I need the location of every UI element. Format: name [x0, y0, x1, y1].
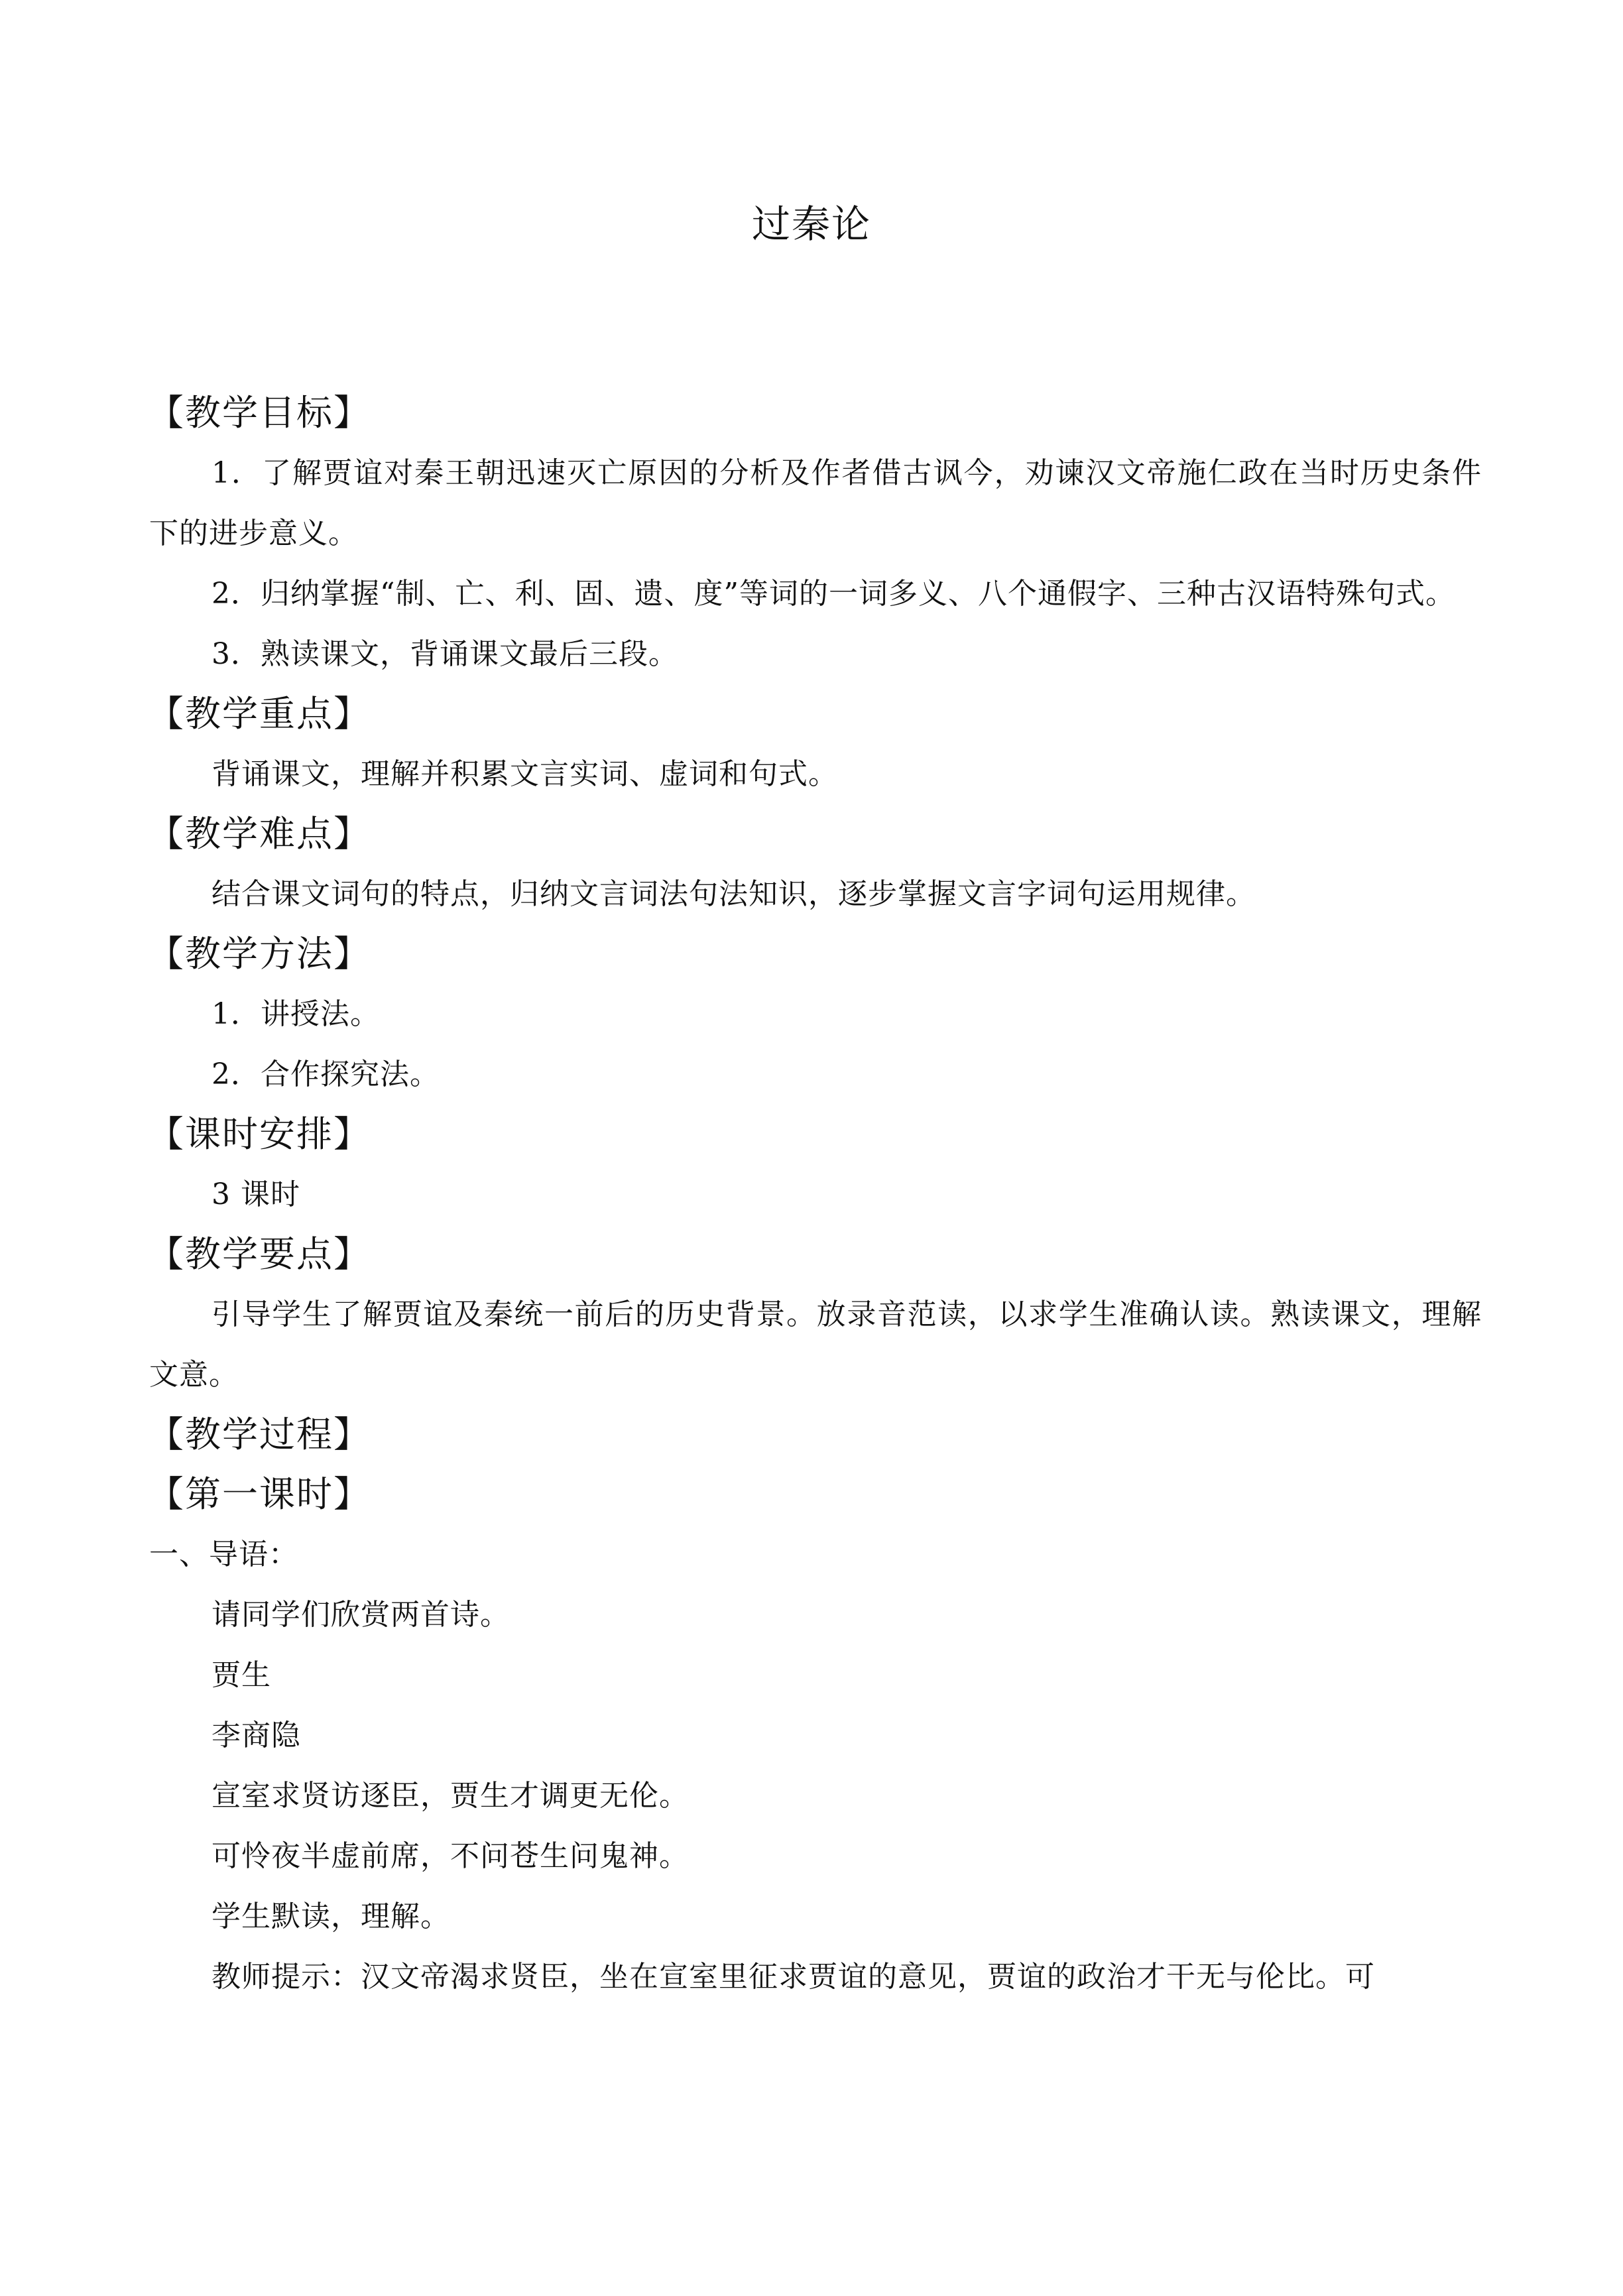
objective-item-1: 1．了解贾谊对秦王朝迅速灭亡原因的分析及作者借古讽今，劝谏汉文帝施仁政在当时历史条件下的进步意义。 — [149, 456, 1482, 550]
document-body — [149, 383, 1482, 2007]
method-item-2: 2．合作探究法。 — [211, 1057, 440, 1091]
section-heading-essentials: 【教学要点】 — [148, 1233, 371, 1275]
poem-title: 贾生 — [211, 1658, 271, 1692]
student-activity: 学生默读，理解。 — [211, 1900, 450, 1933]
difficulties-text: 结合课文词句的特点，归纳文言词法句法知识，逐步掌握文言字词句运用规律。 — [211, 877, 1256, 911]
objective-item-2: 2．归纳掌握“制、亡、利、固、遗、度”等词的一词多义、八个通假字、三种古汉语特殊句式。 — [211, 577, 1455, 611]
section-heading-schedule: 【课时安排】 — [148, 1113, 371, 1155]
intro-label: 一、导语： — [149, 1538, 298, 1571]
section-heading-objectives: 【教学目标】 — [148, 392, 371, 434]
intro-line-1: 请同学们欣赏两首诗。 — [211, 1598, 510, 1632]
poem-line-1: 宣室求贤访逐臣，贾生才调更无伦。 — [211, 1779, 689, 1813]
method-item-1: 1．讲授法。 — [211, 997, 380, 1031]
section-heading-methods: 【教学方法】 — [148, 933, 371, 975]
section-heading-key-points: 【教学重点】 — [148, 693, 371, 735]
schedule-text: 3 课时 — [211, 1178, 300, 1211]
document-title: 过秦论 — [751, 202, 871, 247]
objective-item-3: 3．熟读课文，背诵课文最后三段。 — [211, 637, 678, 671]
section-heading-difficulties: 【教学难点】 — [148, 813, 371, 855]
teacher-hint: 教师提示：汉文帝渴求贤臣，坐在宣室里征求贾谊的意见，贾谊的政治才干无与伦比。可 — [211, 1960, 1375, 1994]
poem-line-2: 可怜夜半虚前席，不问苍生问鬼神。 — [211, 1839, 689, 1873]
essentials-text: 引导学生了解贾谊及秦统一前后的历史背景。放录音范读，以求学生准确认读。熟读课文，理解文意。 — [149, 1298, 1482, 1392]
section-heading-process: 【教学过程】 — [148, 1414, 371, 1455]
section-heading-lesson1: 【第一课时】 — [148, 1473, 371, 1515]
key-points-text: 背诵课文，理解并积累文言实词、虚词和句式。 — [211, 757, 838, 791]
poem-author: 李商隐 — [211, 1719, 301, 1752]
